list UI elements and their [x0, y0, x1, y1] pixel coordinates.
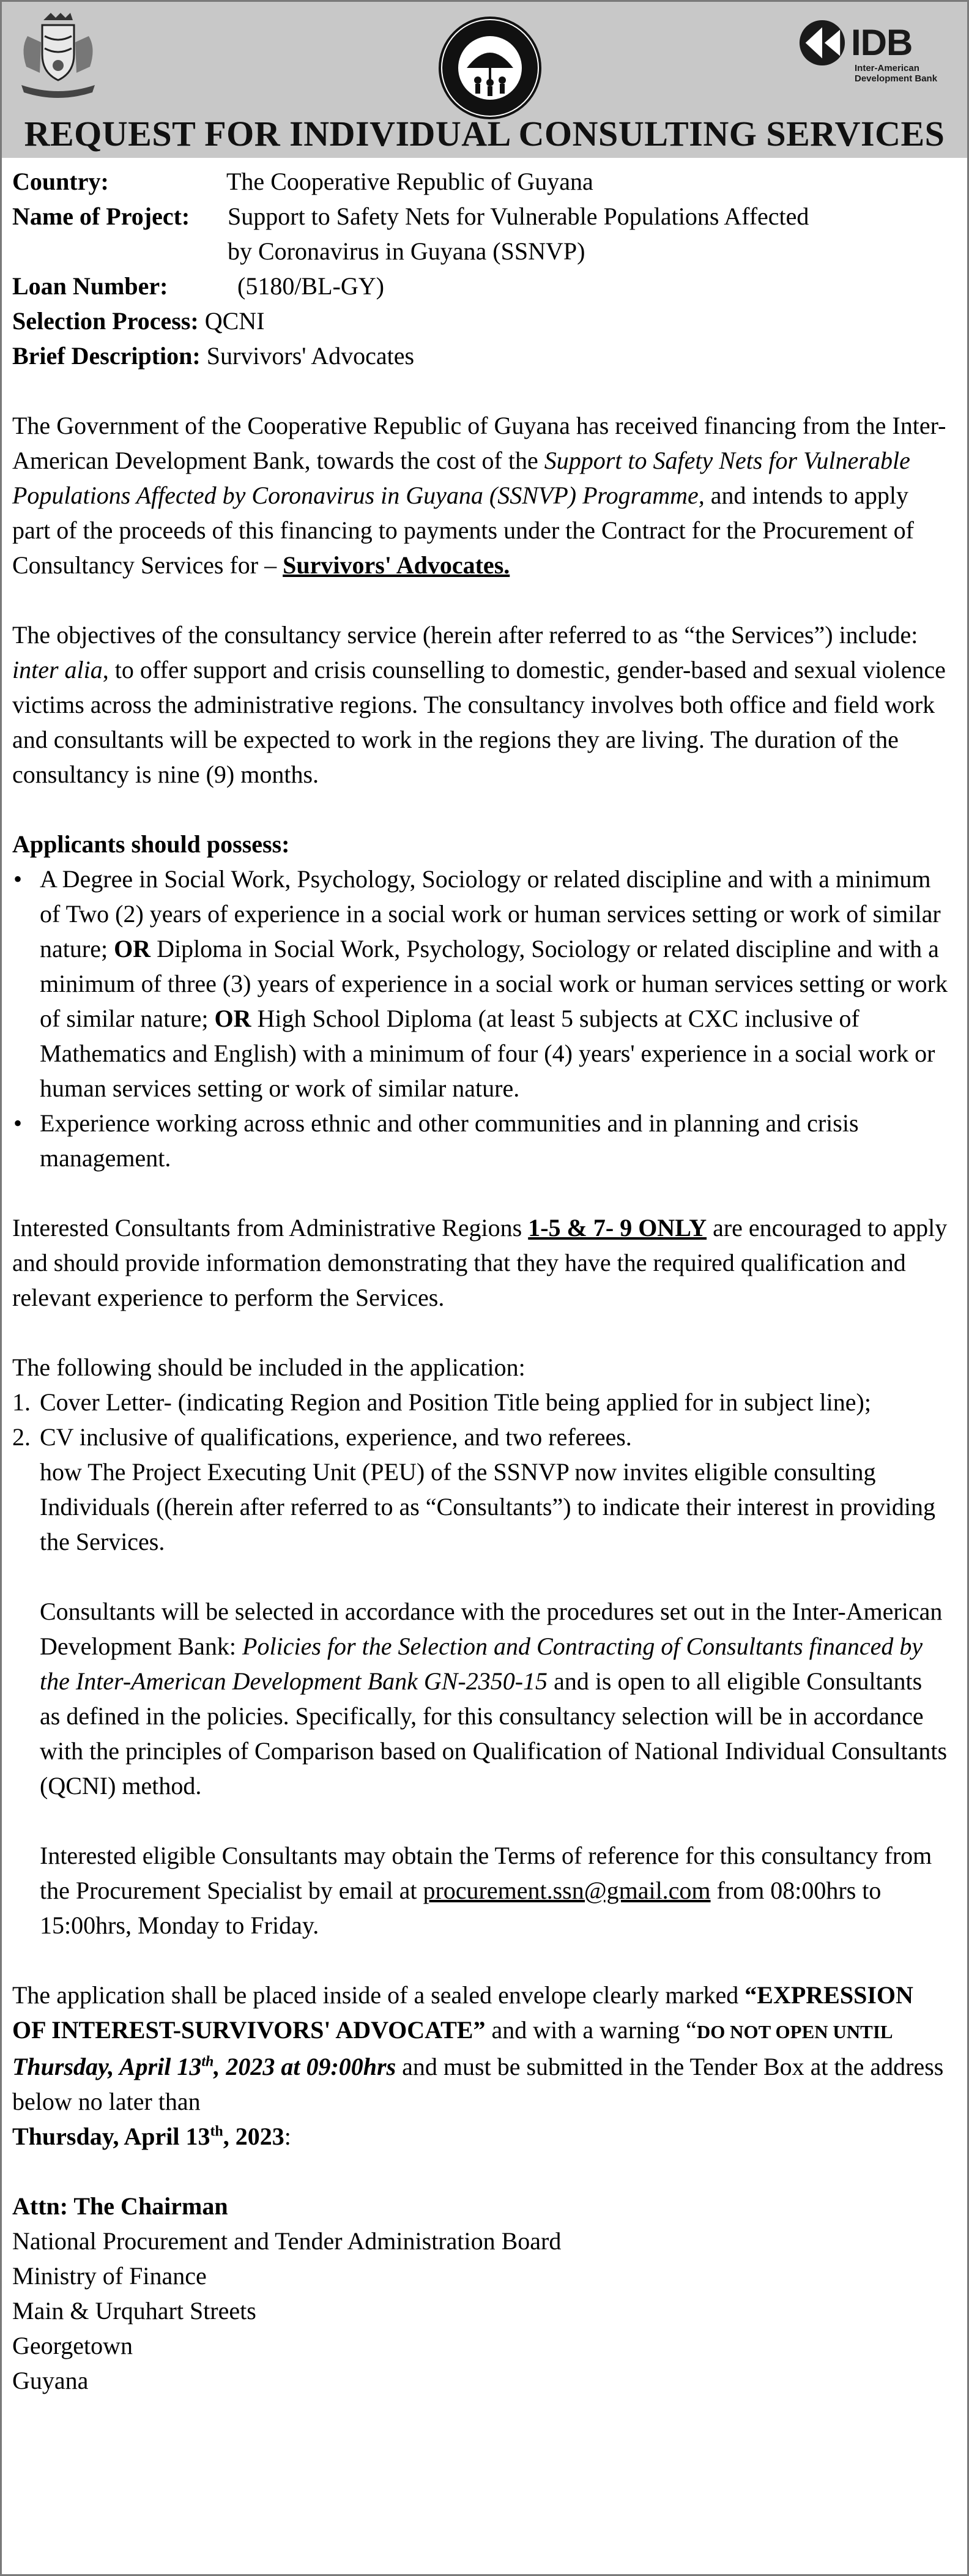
address-line-1: National Procurement and Tender Administration Board: [12, 2227, 562, 2255]
info-project-cont: [12, 234, 948, 269]
info-brief: [12, 338, 948, 373]
idb-subtitle: [855, 63, 937, 84]
selection-value: QCNI: [204, 307, 265, 335]
idb-logo: [798, 17, 951, 84]
country-value: The Cooperative Republic of Guyana: [226, 168, 593, 195]
objectives-paragraph: The objectives of the consultancy service (herein after referred to as “the Services”) include: inter alia, to offer support and crisis counselling to domestic, gender-based and sexual violence victims across the administrative regions. The consultancy involves both office and field work and consultants will be expected to work in the regions they are living. The duration of the consultancy is nine (9) months.: [12, 621, 946, 788]
project-label: Name of Project:: [12, 203, 190, 230]
application-intro: The following should be included in the application:: [12, 1353, 525, 1381]
info-project: [12, 199, 948, 234]
regions-emphasis: 1-5 & 7- 9 ONLY: [528, 1214, 707, 1241]
attn-line: Attn: The Chairman: [12, 2192, 228, 2220]
application-item-2: 2. CV inclusive of qualifications, experience, and two referees.: [12, 1423, 632, 1451]
do-not-open-warning: DO NOT OPEN UNTIL: [696, 2021, 893, 2042]
address-line-3: Main & Urquhart Streets: [12, 2297, 256, 2325]
brief-label: Brief Description:: [12, 342, 201, 370]
project-value-line2: by Coronavirus in Guyana (SSNVP): [228, 237, 585, 265]
selection-label: Selection Process:: [12, 307, 199, 335]
terms-paragraph: Interested eligible Consultants may obtain the Terms of reference for this consultancy from the Procurement Specialist by email at procurement.ssn@gmail.com from 08:00hrs to 15:00hrs, Monday to Friday.: [40, 1842, 932, 1939]
idb-subtitle-line2: Development Bank: [855, 73, 938, 84]
bullet-icon: •: [13, 1109, 23, 1137]
invitation-paragraph: how The Project Executing Unit (PEU) of the SSNVP now invites eligible consulting Individuals ((herein after referred to as “Consultants”) to indicate their interest in providing the Services.: [40, 1458, 935, 1555]
procurement-email-link[interactable]: procurement.ssn@gmail.com: [423, 1877, 711, 1904]
address-line-5: Guyana: [12, 2367, 89, 2394]
guyana-coat-of-arms-logo: [15, 12, 101, 103]
info-loan: [12, 269, 948, 303]
country-label: Country:: [12, 168, 109, 195]
header-banner: [2, 2, 967, 158]
brief-value: Survivors' Advocates: [206, 342, 415, 370]
applicants-heading: Applicants should possess:: [12, 830, 290, 858]
address-line-4: Georgetown: [12, 2332, 133, 2359]
ministry-seal-logo: [437, 15, 543, 121]
idb-subtitle-line1: Inter-American: [855, 63, 919, 73]
financing-paragraph: The Government of the Cooperative Republic of Guyana has received financing from the Inter-American Development Bank, towards the cost of the Support to Safety Nets for Vulnerable Populations Affected by Coronavirus in Guyana (SSNVP) Programme, and intends to apply part of the proceeds of this financing to payments under the Contract for the Procurement of Consultancy Services for – Survivors' Advocates.: [12, 412, 946, 579]
document-body: [12, 164, 948, 2398]
regions-paragraph: Interested Consultants from Administrative Regions 1-5 & 7- 9 ONLY are encouraged to apply and should provide information demonstrating that they have the required qualification and relevant experience to perform the Services.: [12, 1214, 948, 1311]
idb-wordmark: IDB: [851, 22, 913, 63]
address-line-2: Ministry of Finance: [12, 2262, 207, 2290]
idb-mark-icon: [798, 19, 846, 67]
survivors-advocates-emphasis: Survivors' Advocates.: [283, 551, 510, 579]
page-title: REQUEST FOR INDIVIDUAL CONSULTING SERVICES: [24, 114, 945, 154]
submission-paragraph: The application shall be placed inside of a sealed envelope clearly marked “EXPRESSION OF INTEREST-SURVIVORS' ADVOCATE” and with a warning “DO NOT OPEN UNTIL Thursday, April 13th, 2023 at 09:00hrs and must be submitted in the Tender Box at the address below no later than: [12, 1981, 944, 2115]
loan-label: Loan Number:: [12, 272, 168, 300]
info-selection: [12, 303, 948, 338]
application-item-1: 1. Cover Letter- (indicating Region and Position Title being applied for in subject line);: [12, 1388, 871, 1416]
project-value-line1: Support to Safety Nets for Vulnerable Populations Affected: [228, 203, 809, 230]
deadline-line: Thursday, April 13th, 2023:: [12, 2123, 291, 2150]
requirement-bullet-2: • Experience working across ethnic and other communities and in planning and crisis management.: [12, 1106, 948, 1175]
loan-value: (5180/BL-GY): [237, 272, 384, 300]
info-country: [12, 164, 948, 199]
requirement-bullet-1: • A Degree in Social Work, Psychology, Sociology or related discipline and with a minimum of Two (2) years of experience in a social work or human services setting or work of similar nature; OR Diploma in Social Work, Psychology, Sociology or related discipline and with a minimum of three (3) years of experience in a social work or human services setting or work of similar nature; OR High School Diploma (at least 5 subjects at CXC inclusive of Mathematics and English) with a minimum of four (4) years' experience in a social work or human services setting or work of similar nature.: [12, 862, 948, 1106]
bullet-icon: •: [13, 865, 23, 893]
selection-paragraph: Consultants will be selected in accordance with the procedures set out in the Inter-American Development Bank: Policies for the Selection and Contracting of Consultants financed by the Inter-American Development Bank GN-2350-15 and is open to all eligible Consultants as defined in the policies. Specifically, for this consultancy selection will be in accordance with the principles of Comparison based on Qualification of National Individual Consultants (QCNI) method.: [40, 1598, 948, 1800]
envelope-marking: “EXPRESSION OF INTEREST-SURVIVORS' ADVOCATE”: [12, 1981, 913, 2044]
